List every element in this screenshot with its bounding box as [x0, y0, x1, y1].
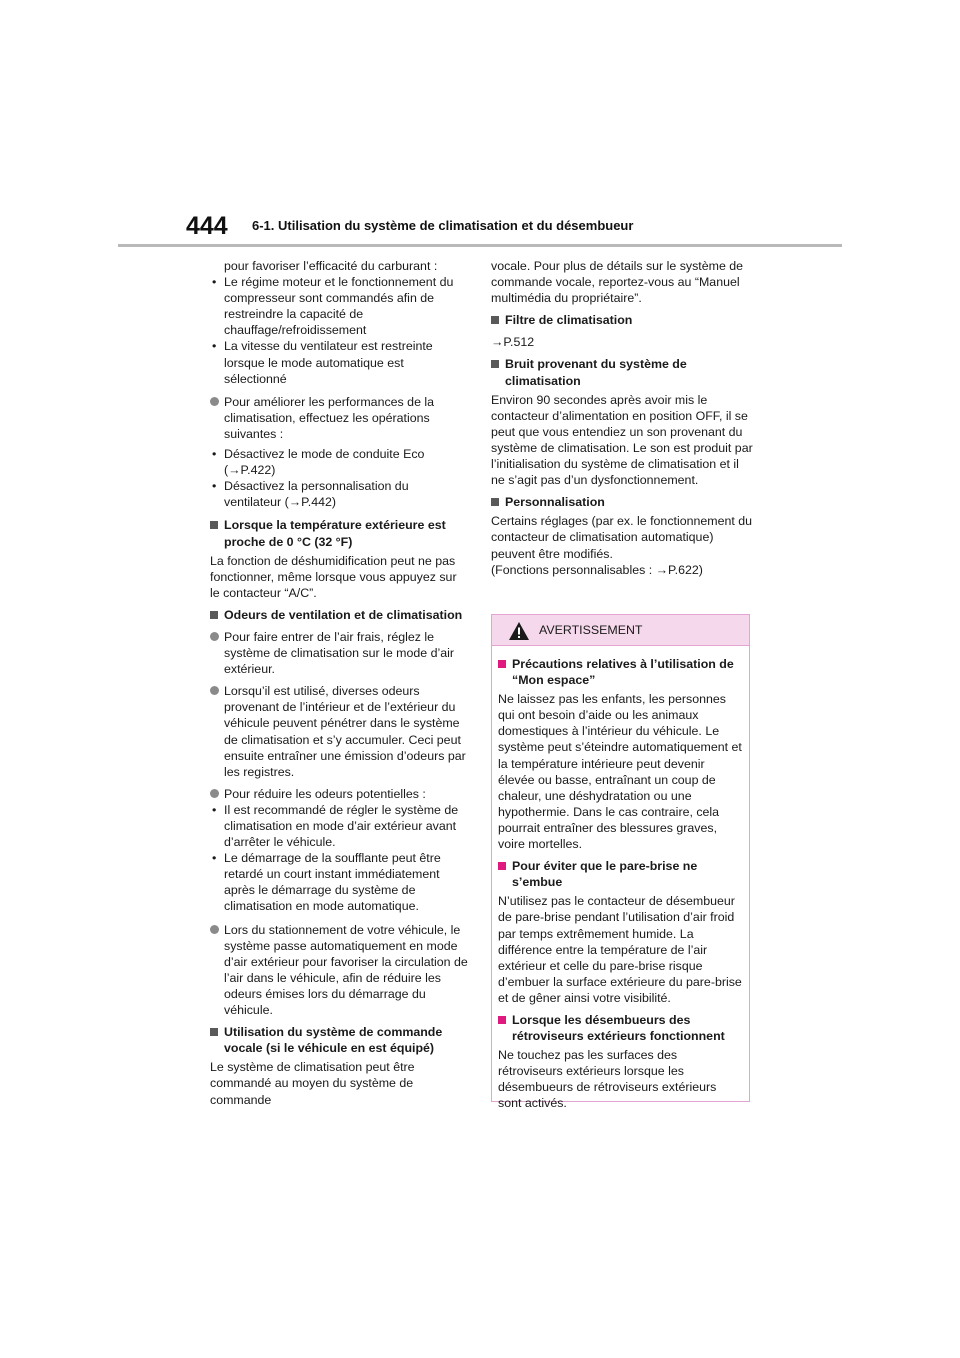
square-bullet-icon — [498, 1016, 506, 1024]
square-bullet-icon — [491, 316, 499, 324]
square-bullet-icon — [210, 521, 218, 529]
section-heading: Bruit provenant du système de climatisation — [491, 356, 755, 388]
warning-heading: Précautions relatives à l’utilisation de “Mon espace” — [498, 656, 743, 688]
warning-body — [492, 646, 749, 1112]
bullet-dot-icon — [210, 686, 219, 695]
page-number: 444 — [186, 212, 228, 240]
warning-header — [492, 615, 749, 646]
section-heading: Utilisation du système de commande vocale (si le véhicule en est équipé) — [210, 1024, 468, 1056]
square-bullet-icon — [210, 1028, 218, 1036]
bullet-item: Pour réduire les odeurs potentielles : — [210, 786, 468, 802]
section-title: 6-1. Utilisation du système de climatisation et du désembueur — [252, 218, 634, 233]
left-column — [210, 258, 468, 1112]
square-bullet-icon — [498, 862, 506, 870]
bullet-item: Lorsqu’il est utilisé, diverses odeurs provenant de l’intérieur et de l’extérieur du véhicule peuvent pénétrer dans le système de climatisation et s’y accumuler. Ceci peut ensuite entraîner une émission d’odeurs par les registres. — [210, 683, 468, 780]
bullet-item: Pour faire entrer de l’air frais, réglez le système de climatisation sur le mode d’air extérieur. — [210, 629, 468, 677]
page-reference: →P.512 — [491, 335, 535, 350]
warning-paragraph: N’utilisez pas le contacteur de désembueur de pare-brise pendant l’utilisation d’air froid par temps extrêmement humide. La différence entre la température de l’air extérieur et celle du pare-brise risque d’embuer la surface extérieure du pare-brise et de gêner ainsi votre visibilité. — [498, 894, 742, 1005]
sub-item: • Le régime moteur et le fonctionnement du compresseur sont commandés afin de restreindre la capacité de chauffage/refroidissement — [212, 275, 454, 338]
square-bullet-icon — [210, 611, 218, 619]
bullet-dot-icon — [210, 632, 219, 641]
bullet-dot-icon — [210, 925, 219, 934]
section-heading: Odeurs de ventilation et de climatisation — [210, 607, 468, 623]
warning-title: AVERTISSEMENT — [539, 623, 643, 637]
bullet-dot-icon — [210, 397, 219, 406]
paragraph: pour favoriser l’efficacité du carburant : — [224, 259, 438, 273]
warning-paragraph: Ne laissez pas les enfants, les personnes qui ont besoin d’aide ou les animaux domestiques à l’intérieur du véhicule. Le système peut s’éteindre automatiquement et la température intérieure peut devenir élevée ou basse, entraînant un coup de chaleur, une déshydratation ou une hypothermie. Dans le cas contraire, cela pourrait entraîner des blessures graves, voire mortelles. — [498, 692, 742, 852]
paragraph: Le système de climatisation peut être commandé au moyen du système de commande — [210, 1060, 415, 1107]
bullet-item: Lors du stationnement de votre véhicule, le système passe automatiquement en mode d’air extérieur pour favoriser la circulation de l’air dans le véhicule, afin de réduire les odeurs émises lors du démarrage du véhicule. — [210, 922, 468, 1019]
bullet-item: Pour améliorer les performances de la climatisation, effectuez les opérations suivantes : — [210, 394, 468, 442]
warning-triangle-icon — [508, 621, 530, 641]
section-heading: Lorsque la température extérieure est proche de 0 °C (32 °F) — [210, 517, 468, 549]
right-column — [491, 258, 755, 582]
warning-paragraph: Ne touchez pas les surfaces des rétroviseurs extérieurs lorsque les désembueurs de rétroviseurs extérieurs sont activés. — [498, 1048, 717, 1111]
section-heading: Personnalisation — [491, 494, 755, 510]
sub-item: • Désactivez la personnalisation du ventilateur (→P.442) — [212, 479, 409, 510]
warning-heading: Pour éviter que le pare-brise ne s’embue — [498, 858, 743, 890]
warning-box — [491, 614, 750, 1111]
paragraph: Environ 90 secondes après avoir mis le contacteur d’alimentation en position OFF, il se peut que vous entendiez un son provenant du système de climatisation. Le son est produit par l’initialisation du système de climatisation et il ne s’agit pas d’un dysfonctionnement. — [491, 392, 753, 488]
paragraph: (Fonctions personnalisables : →P.622) — [491, 562, 703, 577]
paragraph: La fonction de déshumidification peut ne pas fonctionner, même lorsque vous appuyez sur le contacteur “A/C”. — [210, 553, 457, 600]
square-bullet-icon — [498, 660, 506, 668]
bullet-dot-icon — [210, 789, 219, 798]
sub-item: • Il est recommandé de régler le système de climatisation en mode d’air extérieur avant d’arrêter le véhicule. — [212, 802, 459, 850]
warning-heading: Lorsque les désembueurs des rétroviseurs extérieurs fonctionnent — [498, 1012, 743, 1044]
sub-item: • Désactivez le mode de conduite Eco (→P.422) — [212, 447, 425, 478]
header-divider — [118, 244, 842, 247]
paragraph: Certains réglages (par ex. le fonctionnement du contacteur de climatisation automatique) peuvent être modifiés. — [491, 514, 753, 561]
sub-item: • La vitesse du ventilateur est restreinte lorsque le mode automatique est sélectionné — [212, 339, 433, 386]
sub-item: • Le démarrage de la soufflante peut être retardé un court instant immédiatement après le démarrage du système de climatisation en mode automatique. — [212, 851, 441, 914]
square-bullet-icon — [491, 498, 499, 506]
paragraph: vocale. Pour plus de détails sur le système de commande vocale, reportez-vous au “Manuel multimédia du propriétaire”. — [491, 259, 744, 306]
section-heading: Filtre de climatisation — [491, 312, 755, 328]
square-bullet-icon — [491, 360, 499, 368]
